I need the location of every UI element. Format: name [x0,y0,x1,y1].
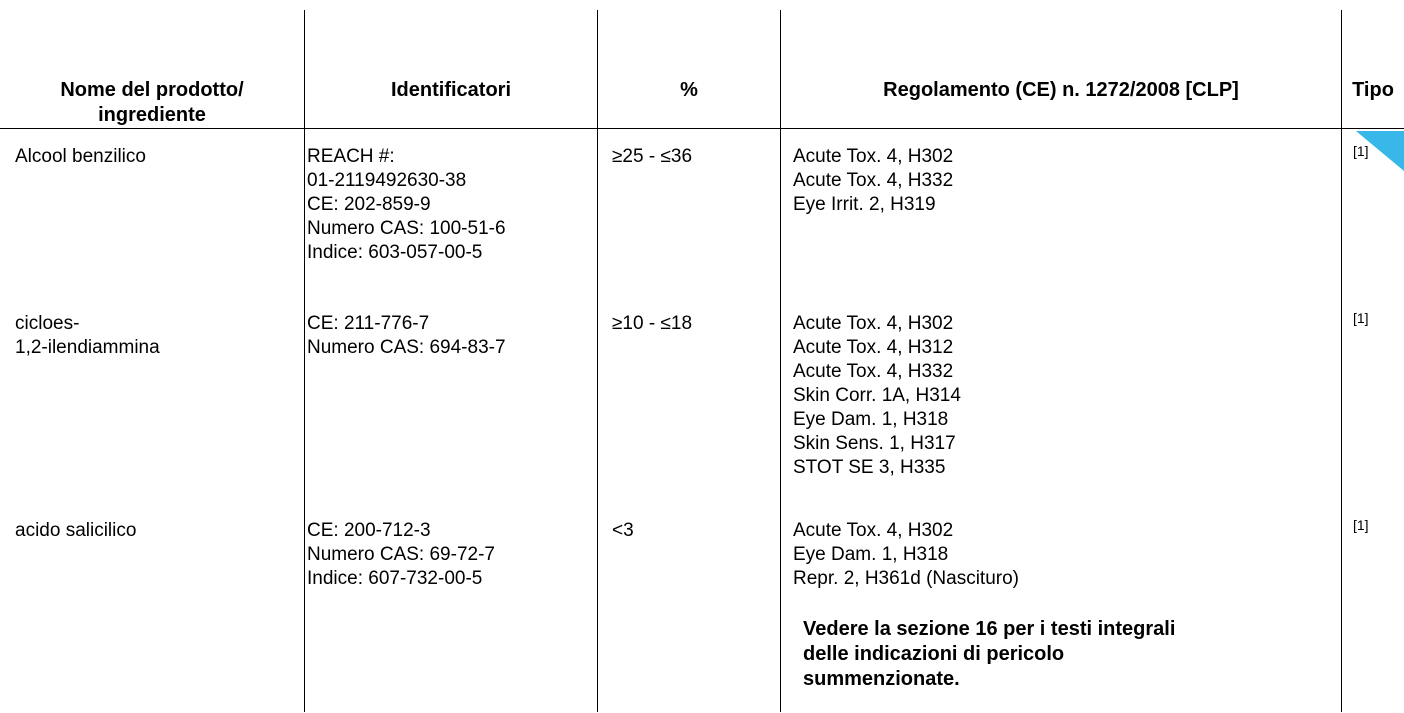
identifier-line: 01-2119492630-38 [307,170,467,191]
row-classification [793,312,961,480]
classification-line: Eye Dam. 1, H318 [793,544,949,565]
identifier-line: Indice: 607-732-00-5 [307,568,483,589]
row-percent: <3 [612,520,634,541]
classification-line: STOT SE 3, H335 [793,457,946,478]
classification-line: Acute Tox. 4, H332 [793,170,954,191]
row-type: [1] [1353,143,1369,159]
header-regulation: Regolamento (CE) n. 1272/2008 [CLP] [883,79,1239,101]
column-rule-1 [304,10,305,712]
row-name: cicloes- 1,2-ilendiammina [15,313,160,358]
classification-line: Repr. 2, H361d (Nascituro) [793,568,1019,589]
row-identifiers [307,519,495,591]
row-name: acido salicilico [15,520,137,541]
classification-line: Eye Irrit. 2, H319 [793,194,936,215]
identifier-line: Numero CAS: 69-72-7 [307,544,495,565]
row-classification [793,519,1019,591]
classification-line: Acute Tox. 4, H312 [793,337,954,358]
header-product: Nome del prodotto/ ingrediente [60,79,244,126]
classification-line: Skin Sens. 1, H317 [793,433,956,454]
row-classification [793,145,953,217]
row-identifiers [307,145,506,265]
classification-line: Acute Tox. 4, H302 [793,520,954,541]
header-type: Tipo [1352,79,1394,101]
triangle-marker-shape [1356,131,1404,171]
column-rule-2 [597,10,598,712]
column-rule-3 [780,10,781,712]
column-rule-4 [1341,10,1342,712]
identifier-line: Numero CAS: 100-51-6 [307,218,506,239]
classification-line: Acute Tox. 4, H302 [793,146,954,167]
classification-line: Acute Tox. 4, H302 [793,313,954,334]
identifier-line: CE: 202-859-9 [307,194,431,215]
classification-line: Skin Corr. 1A, H314 [793,385,961,406]
row-type: [1] [1353,310,1369,326]
identifier-line: REACH #: [307,146,395,167]
header-identifiers: Identificatori [390,79,511,101]
row-name: Alcool benzilico [15,146,146,167]
identifier-line: Numero CAS: 694-83-7 [307,337,506,358]
identifier-line: Indice: 603-057-00-5 [307,242,483,263]
hazard-note: Vedere la sezione 16 per i testi integrali delle indicazioni di pericolo summenzionate. [803,618,1176,690]
header-rule [0,128,1404,129]
row-percent: ≥25 - ≤36 [612,146,693,167]
identifier-line: CE: 200-712-3 [307,520,431,541]
row-type: [1] [1353,517,1369,533]
row-percent: ≥10 - ≤18 [612,313,693,334]
header-percent: % [680,79,698,101]
row-identifiers [307,312,506,360]
classification-line: Eye Dam. 1, H318 [793,409,949,430]
triangle-marker-icon [1356,131,1404,171]
classification-line: Acute Tox. 4, H332 [793,361,954,382]
identifier-line: CE: 211-776-7 [307,313,430,334]
